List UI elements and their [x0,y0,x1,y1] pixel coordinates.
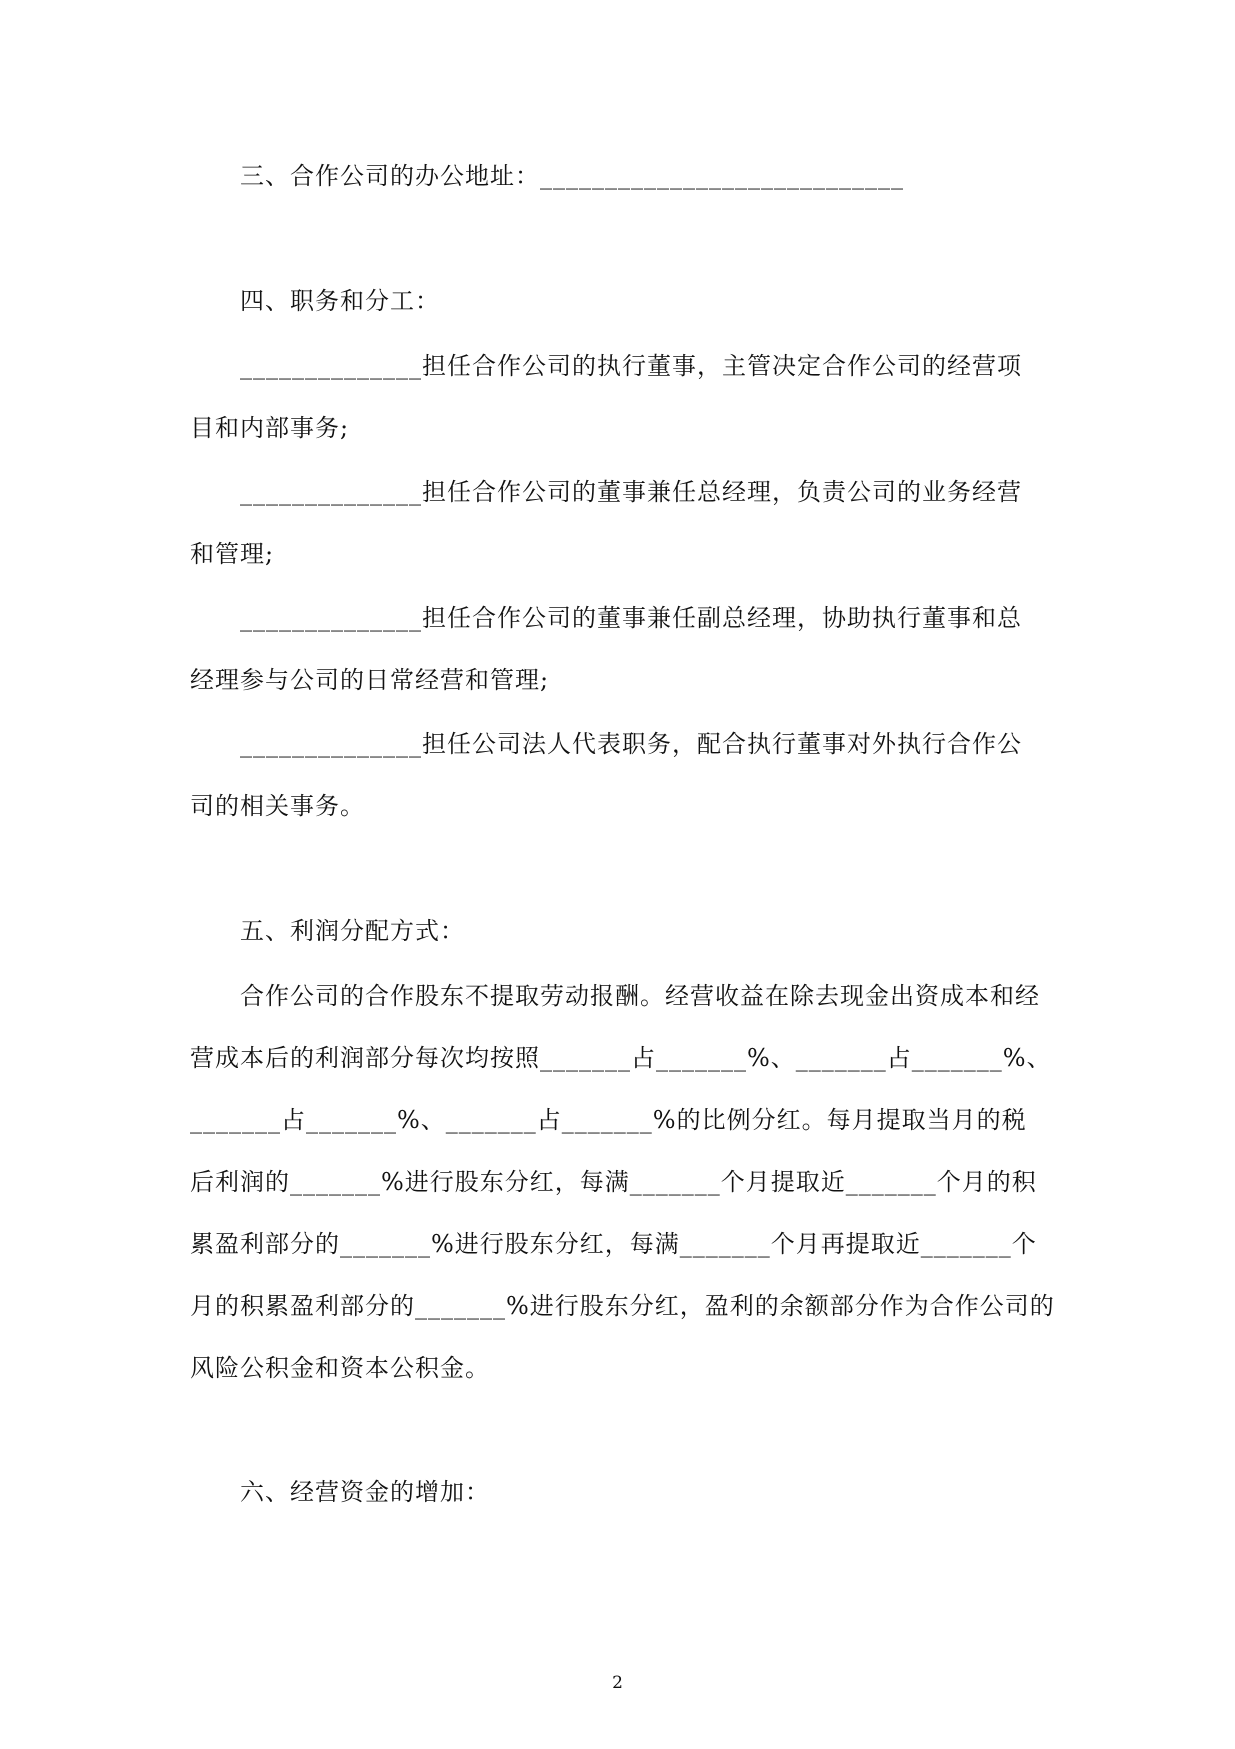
paragraph-line: 经理参与公司的日常经营和管理; [190,666,550,694]
section-3-heading: 三、合作公司的办公地址：____________________________ [240,162,904,190]
paragraph-line: 和管理; [190,540,275,568]
paragraph-line: ______________担任合作公司的董事兼任副总经理，协助执行董事和总 [240,604,1022,632]
paragraph-line: 目和内部事务; [190,414,350,442]
section-4-heading: 四、职务和分工： [240,287,440,315]
paragraph-line: ______________担任合作公司的执行董事，主管决定合作公司的经营项 [240,352,1022,380]
paragraph-line: 合作公司的合作股东不提取劳动报酬。经营收益在除去现金出资成本和经 [240,982,1040,1010]
section-6-heading: 六、经营资金的增加： [240,1478,490,1506]
paragraph-line: 月的积累盈利部分的_______%进行股东分红，盈利的余额部分作为合作公司的 [190,1292,1055,1320]
paragraph-line: 风险公积金和资本公积金。 [190,1354,490,1382]
paragraph-line: 营成本后的利润部分每次均按照_______占_______%、_______占_______%、 [190,1044,1052,1072]
paragraph-line: ______________担任公司法人代表职务，配合执行董事对外执行合作公 [240,730,1022,758]
paragraph-line: ______________担任合作公司的董事兼任总经理，负责公司的业务经营 [240,478,1022,506]
section-5-heading: 五、利润分配方式： [240,917,465,945]
paragraph-line: 累盈利部分的_______%进行股东分红，每满_______个月再提取近_______个 [190,1230,1037,1258]
page-number: 2 [612,1673,623,1693]
paragraph-line: _______占_______%、_______占_______%的比例分红。每月提取当月的税 [190,1106,1027,1134]
paragraph-line: 司的相关事务。 [190,792,365,820]
paragraph-line: 后利润的_______%进行股东分红，每满_______个月提取近_______个月的积 [190,1168,1037,1196]
